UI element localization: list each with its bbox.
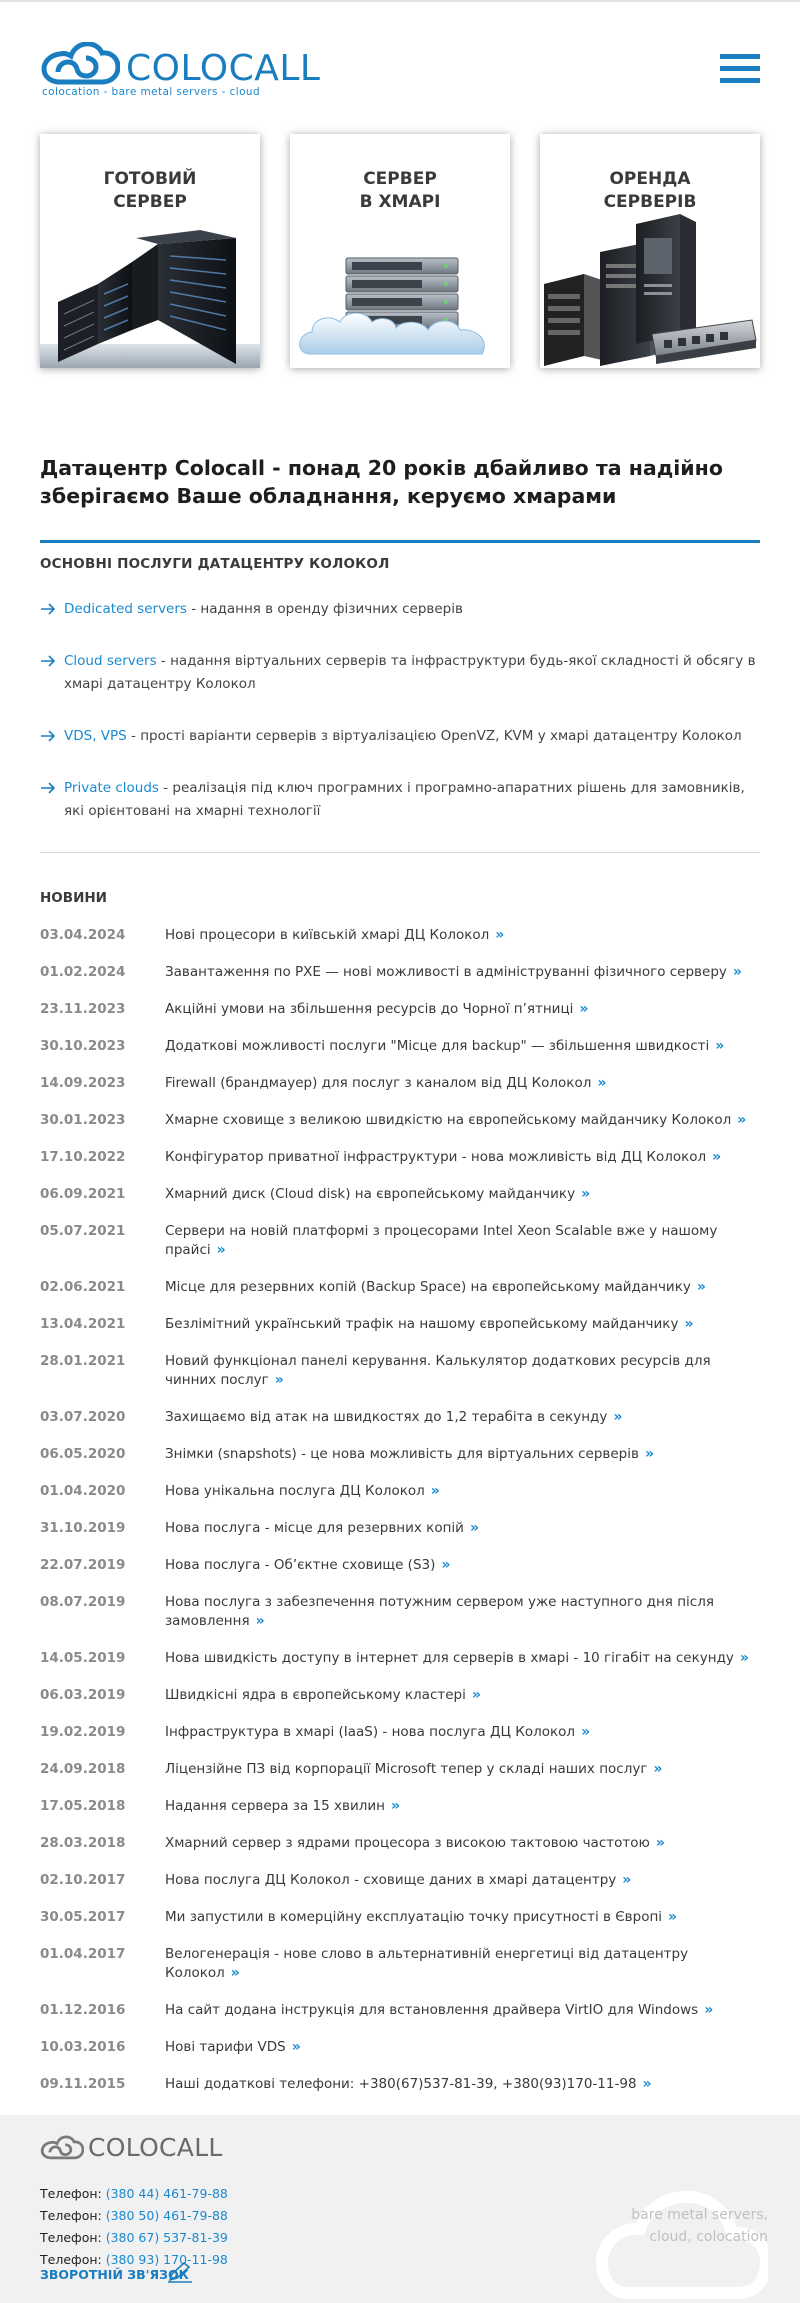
double-chevron-right-icon[interactable]: » [581,1186,590,1202]
news-item [40,1111,760,1130]
double-chevron-right-icon[interactable]: » [622,1872,631,1888]
news-title-link[interactable] [165,1037,760,1056]
news-title: Хмарний диск (Cloud disk) на європейському майданчику [165,1186,576,1202]
news-title: Знімки (snapshots) - це нова можливість для віртуальних серверів [165,1446,639,1462]
footer-logo[interactable] [40,2131,223,2165]
double-chevron-right-icon[interactable]: » [684,1316,693,1332]
double-chevron-right-icon[interactable]: » [471,1687,480,1703]
news-date: 14.05.2019 [40,1650,126,1666]
news-date: 02.10.2017 [40,1872,126,1888]
news-title-link[interactable] [165,1519,760,1538]
card-ready-server[interactable] [40,134,260,368]
phone-number[interactable]: (380 67) 537-81-39 [105,2230,228,2245]
service-description: - надання віртуальних серверів та інфраструктури будь-якої складності й обсягу в хмарі датацентру Колокол [64,653,756,692]
double-chevron-right-icon[interactable]: » [644,1446,653,1462]
double-chevron-right-icon[interactable]: » [216,1242,225,1258]
news-item [40,2038,760,2057]
card-server-rental[interactable] [540,134,760,368]
news-title: Хмарний сервер з ядрами процесора з високою тактовою частотою [165,1835,650,1851]
site-footer [0,2115,800,2303]
news-date: 23.11.2023 [40,1001,126,1017]
double-chevron-right-icon[interactable]: » [655,1835,664,1851]
news-title: Надання сервера за 15 хвилин [165,1798,385,1814]
card-cloud-server[interactable] [290,134,510,368]
news-title-link[interactable] [165,1315,760,1334]
news-date: 01.04.2017 [40,1946,126,1962]
footer-phones [40,2183,228,2271]
news-date: 06.05.2020 [40,1446,126,1462]
news-item [40,1649,760,1668]
double-chevron-right-icon[interactable]: » [274,1372,283,1388]
double-chevron-right-icon[interactable]: » [653,1761,662,1777]
services-heading: ОСНОВНІ ПОСЛУГИ ДАТАЦЕНТРУ КОЛОКОЛ [40,556,390,572]
phone-number[interactable]: (380 93) 170-11-98 [105,2252,228,2267]
arrow-right-icon [40,728,56,744]
section-divider [40,852,760,853]
news-title: Нова послуга ДЦ Колокол - сховище даних в хмарі датацентру [165,1872,617,1888]
news-title: Хмарне сховище з великою швидкістю на європейському майданчику Колокол [165,1112,732,1128]
phone-label: Телефон: [40,2252,106,2267]
double-chevron-right-icon[interactable]: » [230,1965,239,1981]
phone-number[interactable]: (380 50) 461-79-88 [105,2208,228,2223]
phone-line [40,2183,228,2205]
news-title-link[interactable] [165,1593,760,1631]
news-title-link[interactable] [165,1482,760,1501]
news-title-link[interactable] [165,1074,760,1093]
news-title: Додаткові можливості послуги "Місце для backup" — збільшення швидкості [165,1038,710,1054]
news-date: 06.09.2021 [40,1186,126,1202]
news-item [40,1408,760,1427]
news-item [40,1797,760,1816]
news-title: Ми запустили в комерційну експлуатацію точку присутності в Європі [165,1909,663,1925]
news-title: Ліцензійне ПЗ від корпорації Microsoft тепер у складі наших послуг [165,1761,648,1777]
service-description: - прості варіанти серверів з віртуалізацією OpenVZ, KVM у хмарі датацентру Колокол [126,728,742,744]
feedback-link[interactable]: ЗВОРОТНІЙ ЗВ'ЯЗОК [40,2267,189,2282]
tower-server-image [540,134,760,368]
news-title: Firewall (брандмауер) для послуг з каналом від ДЦ Колокол [165,1075,592,1091]
title-divider [40,540,760,543]
arrow-right-icon [40,653,56,669]
news-date: 30.01.2023 [40,1112,126,1128]
news-date: 06.03.2019 [40,1687,126,1703]
service-description: - надання в оренду фізичних серверів [186,601,463,617]
news-item [40,1871,760,1890]
news-date: 28.01.2021 [40,1353,126,1369]
double-chevron-right-icon[interactable]: » [581,1724,590,1740]
news-date: 19.02.2019 [40,1724,126,1740]
news-title-link[interactable] [165,1222,760,1260]
news-title: Завантаження по PXE — нові можливості в адмініструванні фізичного серверу [165,964,727,980]
double-chevron-right-icon[interactable]: » [579,1001,588,1017]
phone-label: Телефон: [40,2186,106,2201]
news-title-link[interactable] [165,963,760,982]
news-item [40,2001,760,2020]
double-chevron-right-icon[interactable]: » [495,927,504,943]
news-item [40,1278,760,1297]
vds-vps-link[interactable]: VDS, VPS [64,728,127,744]
news-item [40,1593,760,1631]
double-chevron-right-icon[interactable]: » [291,2039,300,2055]
site-logo[interactable] [40,42,321,98]
news-title-link[interactable] [165,1556,760,1575]
news-title-link[interactable] [165,1871,760,1890]
double-chevron-right-icon[interactable]: » [430,1483,439,1499]
news-date: 14.09.2023 [40,1075,126,1091]
logo-wordmark: COLOCALL [126,48,321,89]
news-date: 05.07.2021 [40,1223,126,1239]
news-date: 28.03.2018 [40,1835,126,1851]
double-chevron-right-icon[interactable]: » [613,1409,622,1425]
phone-number[interactable]: (380 44) 461-79-88 [105,2186,228,2201]
news-item [40,1723,760,1742]
double-chevron-right-icon[interactable]: » [441,1557,450,1573]
dedicated-servers-link[interactable]: Dedicated servers [64,601,187,617]
news-item [40,1074,760,1093]
news-title-link[interactable] [165,1000,760,1019]
hamburger-menu-icon[interactable] [720,54,760,88]
news-title-link[interactable] [165,1908,760,1927]
news-item [40,1148,760,1167]
double-chevron-right-icon[interactable]: » [696,1279,705,1295]
news-heading: НОВИНИ [40,890,107,906]
footer-cloud-logo-icon [40,2133,84,2163]
footer-wordmark: COLOCALL [88,2133,223,2162]
phone-line [40,2205,228,2227]
main-content [0,454,800,2131]
news-item [40,1945,760,1983]
news-date: 17.05.2018 [40,1798,126,1814]
news-date: 30.10.2023 [40,1038,126,1054]
card-title: ГОТОВИЙ СЕРВЕР [103,169,197,212]
news-title-link[interactable] [165,2075,760,2094]
news-title: Місце для резервних копій (Backup Space) на європейському майданчику [165,1279,691,1295]
news-title: Конфігуратор приватної інфраструктури - нова можливість від ДЦ Колокол [165,1149,707,1165]
news-item [40,1037,760,1056]
arrow-right-icon [40,601,56,617]
news-title-link[interactable] [165,1760,760,1779]
news-title: Наші додаткові телефони: +380(67)537-81-39, +380(93)170-11-98 [165,2076,637,2092]
news-title: Сервери на новій платформі з процесорами Intel Xeon Scalable вже у нашому прайсі [165,1223,718,1258]
news-item [40,1908,760,1927]
news-title: Швидкісні ядра в європейському кластері [165,1687,466,1703]
service-item-private-cloud [40,777,760,823]
news-title: Захищаємо від атак на швидкостях до 1,2 терабіта в секунду [165,1409,608,1425]
news-title: Новий функціонал панелі керування. Калькулятор додаткових ресурсів для чинних послуг [165,1353,711,1388]
news-title-link[interactable] [165,2038,760,2057]
double-chevron-right-icon[interactable]: » [715,1038,724,1054]
card-title: ОРЕНДА СЕРВЕРІВ [603,169,697,212]
private-clouds-link[interactable]: Private clouds [64,780,159,796]
cloud-logo-icon [40,42,120,86]
site-header [0,2,800,132]
news-date: 10.03.2016 [40,2039,126,2055]
news-date: 08.07.2019 [40,1594,126,1610]
news-item [40,963,760,982]
news-date: 22.07.2019 [40,1557,126,1573]
news-item [40,1445,760,1464]
news-item [40,926,760,945]
news-item [40,1834,760,1853]
service-item-cloud [40,650,760,696]
news-title-link[interactable] [165,2001,760,2020]
phone-line [40,2227,228,2249]
arrow-right-icon [40,780,56,796]
footer-tagline: bare metal servers, cloud, colocation [631,2207,768,2245]
news-title: Нові тарифи VDS [165,2039,286,2055]
double-chevron-right-icon[interactable]: » [739,1650,748,1666]
double-chevron-right-icon[interactable]: » [704,2002,713,2018]
news-date: 31.10.2019 [40,1520,126,1536]
news-item [40,2075,760,2094]
news-title-link[interactable] [165,926,760,945]
logo-tagline: colocation - bare metal servers - cloud [42,86,261,98]
news-title-link[interactable] [165,1445,760,1464]
news-title: Нові процесори в київській хмарі ДЦ Колокол [165,927,490,943]
news-title-link[interactable] [165,1408,760,1427]
service-item-vds [40,725,760,748]
news-item [40,1760,760,1779]
double-chevron-right-icon[interactable]: » [469,1520,478,1536]
double-chevron-right-icon[interactable]: » [597,1075,606,1091]
news-item [40,1222,760,1260]
phone-label: Телефон: [40,2230,106,2245]
news-item [40,1315,760,1334]
double-chevron-right-icon[interactable]: » [255,1613,264,1629]
news-title-link[interactable] [165,1111,760,1130]
double-chevron-right-icon[interactable]: » [732,964,741,980]
news-date: 17.10.2022 [40,1149,126,1165]
news-title-link[interactable] [165,1686,760,1705]
double-chevron-right-icon[interactable]: » [737,1112,746,1128]
news-item [40,1686,760,1705]
news-title: Безлімітний український трафік на нашому європейському майданчику [165,1316,679,1332]
phone-label: Телефон: [40,2208,106,2223]
pen-write-icon[interactable] [166,2261,194,2283]
news-title: Нова швидкість доступу в інтернет для серверів в хмарі - 10 гігабіт на секунду [165,1650,734,1666]
news-item [40,1185,760,1204]
news-date: 01.12.2016 [40,2002,126,2018]
news-title-link[interactable] [165,1945,760,1983]
news-date: 24.09.2018 [40,1761,126,1777]
news-date: 01.04.2020 [40,1483,126,1499]
double-chevron-right-icon[interactable]: » [712,1149,721,1165]
double-chevron-right-icon[interactable]: » [668,1909,677,1925]
news-title: Нова унікальна послуга ДЦ Колокол [165,1483,425,1499]
card-title: СЕРВЕР В ХМАРІ [359,169,441,212]
news-title: Велогенерація - нове слово в альтернативній енергетиці від датацентру Колокол [165,1946,689,1981]
news-date: 03.07.2020 [40,1409,126,1425]
double-chevron-right-icon[interactable]: » [390,1798,399,1814]
server-rack-image [40,134,260,368]
news-title: Нова послуга з забезпечення потужним сервером уже наступного дня після замовлення [165,1594,714,1629]
news-title: Інфраструктура в хмарі (IaaS) - нова послуга ДЦ Колокол [165,1724,576,1740]
news-title-link[interactable] [165,1352,760,1390]
news-title: Нова послуга - Об’єктне сховище (S3) [165,1557,436,1573]
news-item [40,1000,760,1019]
news-title-link[interactable] [165,1278,760,1297]
news-title-link[interactable] [165,1185,760,1204]
news-title: На сайт додана інструкція для встановлення драйвера VirtIO для Windows [165,2002,699,2018]
news-date: 01.02.2024 [40,964,126,980]
news-title-link[interactable] [165,1148,760,1167]
news-date: 30.05.2017 [40,1909,126,1925]
news-title-link[interactable] [165,1834,760,1853]
news-title-link[interactable] [165,1797,760,1816]
cloud-servers-link[interactable]: Cloud servers [64,653,157,669]
service-item-dedicated [40,598,760,621]
double-chevron-right-icon[interactable]: » [642,2076,651,2092]
news-item [40,1556,760,1575]
news-date: 03.04.2024 [40,927,126,943]
news-title-link[interactable] [165,1649,760,1668]
page-title: Датацентр Colocall - понад 20 років дбайливо та надійно зберігаємо Ваше обладнання, керуємо хмарами [40,456,723,508]
service-cards [0,132,800,452]
news-title: Нова послуга - місце для резервних копій [165,1520,464,1536]
news-date: 02.06.2021 [40,1279,126,1295]
cloud-server-image [290,134,510,368]
news-item [40,1352,760,1390]
news-date: 09.11.2015 [40,2076,126,2092]
news-item [40,1519,760,1538]
news-item [40,1482,760,1501]
service-description: - реалізація під ключ програмних і програмно-апаратних рішень для замовників, які орієнтовані на хмарні технології [64,780,745,819]
services-list [40,598,760,823]
news-date: 13.04.2021 [40,1316,126,1332]
news-title: Акційні умови на збільшення ресурсів до Чорної п’ятниці [165,1001,574,1017]
news-list [40,926,760,2094]
news-title-link[interactable] [165,1723,760,1742]
